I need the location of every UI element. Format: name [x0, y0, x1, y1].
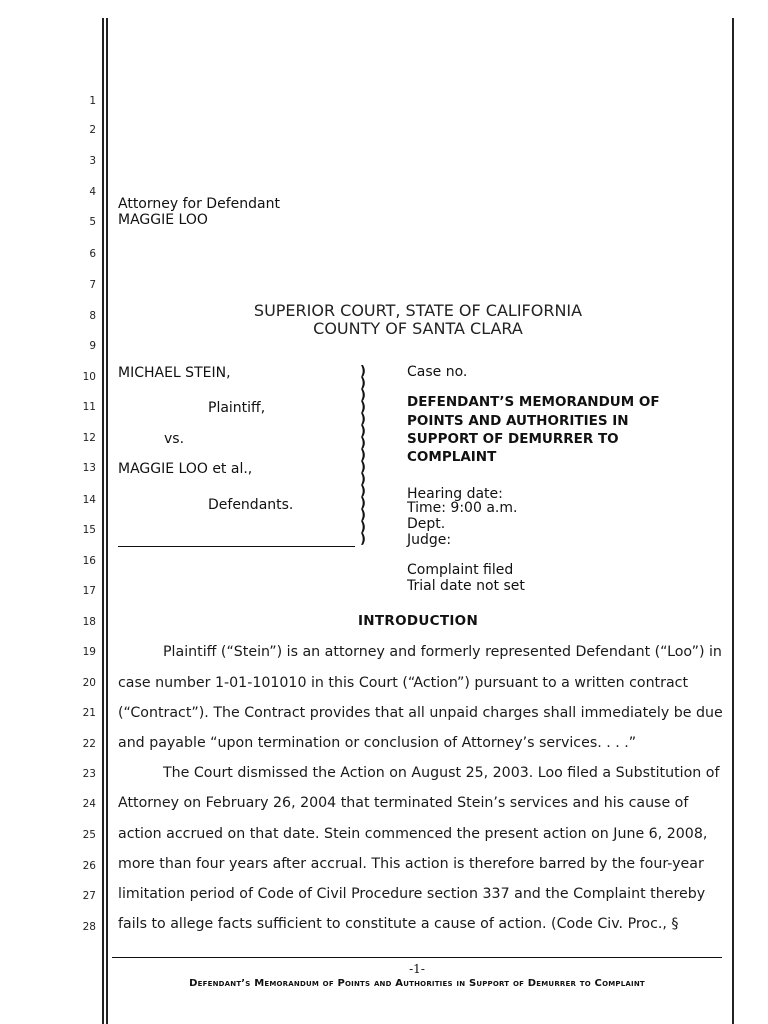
plaintiff-name: MICHAEL STEIN, — [118, 365, 231, 381]
line-number: 20 — [82, 677, 96, 689]
caption-paren: ) — [360, 496, 366, 511]
line-number: 6 — [89, 248, 96, 260]
body-line-6: Attorney on February 26, 2004 that terminated Stein’s services and his cause of — [118, 795, 689, 811]
complaint-filed: Complaint filed — [407, 562, 514, 578]
body-line-2: case number 1-01-101010 in this Court (“Action”) pursuant to a written contract — [118, 675, 689, 691]
caption-paren: ) — [360, 364, 366, 379]
line-number: 28 — [82, 921, 96, 933]
line-number: 14 — [82, 494, 96, 506]
footer-title: Defendant’s Memorandum of Points and Authorities in Support of Demurrer to Complaint — [189, 978, 645, 989]
line-number: 22 — [82, 738, 96, 750]
document-title-line-3: SUPPORT OF DEMURRER TO — [407, 431, 619, 447]
line-number: 8 — [89, 310, 96, 322]
line-number: 18 — [82, 616, 96, 628]
caption-paren: ) — [360, 448, 366, 463]
line-number: 5 — [89, 216, 96, 228]
line-number: 12 — [82, 432, 96, 444]
caption-paren: ) — [360, 412, 366, 427]
line-number: 15 — [82, 524, 96, 536]
line-number: 13 — [82, 462, 96, 474]
caption-paren: ) — [360, 376, 366, 391]
line-number: 10 — [82, 371, 96, 383]
hearing-date: Hearing date: — [407, 486, 503, 502]
body-line-9: limitation period of Code of Civil Procedure section 337 and the Complaint thereby — [118, 886, 706, 902]
line-number: 9 — [89, 340, 96, 352]
body-line-10: fails to allege facts sufficient to constitute a cause of action. (Code Civ. Proc., § — [118, 916, 679, 932]
caption-paren: ) — [360, 436, 366, 451]
document-title-line-2: POINTS AND AUTHORITIES IN — [407, 413, 629, 429]
hearing-judge: Judge: — [407, 532, 452, 548]
line-number: 24 — [82, 798, 96, 810]
caption-paren: ) — [360, 424, 366, 439]
case-number-label: Case no. — [407, 364, 468, 380]
body-line-5: The Court dismissed the Action on August 25, 2003. Loo filed a Substitution of — [163, 765, 720, 781]
line-number: 26 — [82, 860, 96, 872]
versus-label: vs. — [164, 431, 185, 447]
attorney-for-label: Attorney for Defendant — [118, 196, 280, 212]
document-title-line-1: DEFENDANT’S MEMORANDUM OF — [407, 394, 660, 410]
body-line-1: Plaintiff (“Stein”) is an attorney and formerly represented Defendant (“Loo”) in — [163, 644, 722, 660]
line-number: 1 — [89, 95, 96, 107]
caption-paren: ) — [360, 520, 366, 535]
caption-paren: ) — [360, 388, 366, 403]
body-line-7: action accrued on that date. Stein commenced the present action on June 6, 2008, — [118, 826, 708, 842]
hearing-time: Time: 9:00 a.m. — [407, 500, 518, 516]
line-number: 23 — [82, 768, 96, 780]
caption-paren: ) — [360, 400, 366, 415]
caption-paren: ) — [360, 532, 366, 547]
line-number: 21 — [82, 707, 96, 719]
line-number: 19 — [82, 646, 96, 658]
defendant-role: Defendants. — [208, 497, 294, 513]
line-number: 11 — [82, 401, 96, 413]
line-number: 25 — [82, 829, 96, 841]
document-title-line-4: COMPLAINT — [407, 449, 497, 465]
line-number: 3 — [89, 155, 96, 167]
caption-underline — [118, 546, 355, 547]
left-margin-rule-outer — [102, 18, 104, 1024]
body-line-3: (“Contract”). The Contract provides that all unpaid charges shall immediately be due — [118, 705, 723, 721]
page-number: -1- — [409, 962, 425, 976]
caption-paren: ) — [360, 460, 366, 475]
line-number: 16 — [82, 555, 96, 567]
hearing-dept: Dept. — [407, 516, 446, 532]
caption-paren: ) — [360, 508, 366, 523]
line-number: 7 — [89, 279, 96, 291]
plaintiff-role: Plaintiff, — [208, 400, 266, 416]
footer-rule — [112, 957, 722, 958]
line-number: 2 — [89, 124, 96, 136]
client-name: MAGGIE LOO — [118, 212, 208, 228]
body-line-8: more than four years after accrual. This action is therefore barred by the four-year — [118, 856, 704, 872]
line-number: 4 — [89, 186, 96, 198]
body-line-4: and payable “upon termination or conclusion of Attorney’s services. . . .” — [118, 735, 637, 751]
caption-paren: ) — [360, 484, 366, 499]
line-number: 27 — [82, 890, 96, 902]
caption-paren: ) — [360, 472, 366, 487]
court-name: SUPERIOR COURT, STATE OF CALIFORNIA — [253, 301, 583, 320]
section-heading: INTRODUCTION — [357, 613, 479, 629]
left-margin-rule-inner — [106, 18, 108, 1024]
defendant-name: MAGGIE LOO et al., — [118, 461, 253, 477]
trial-date: Trial date not set — [407, 578, 525, 594]
right-margin-rule — [732, 18, 734, 1024]
line-number: 17 — [82, 585, 96, 597]
court-county: COUNTY OF SANTA CLARA — [313, 319, 523, 338]
